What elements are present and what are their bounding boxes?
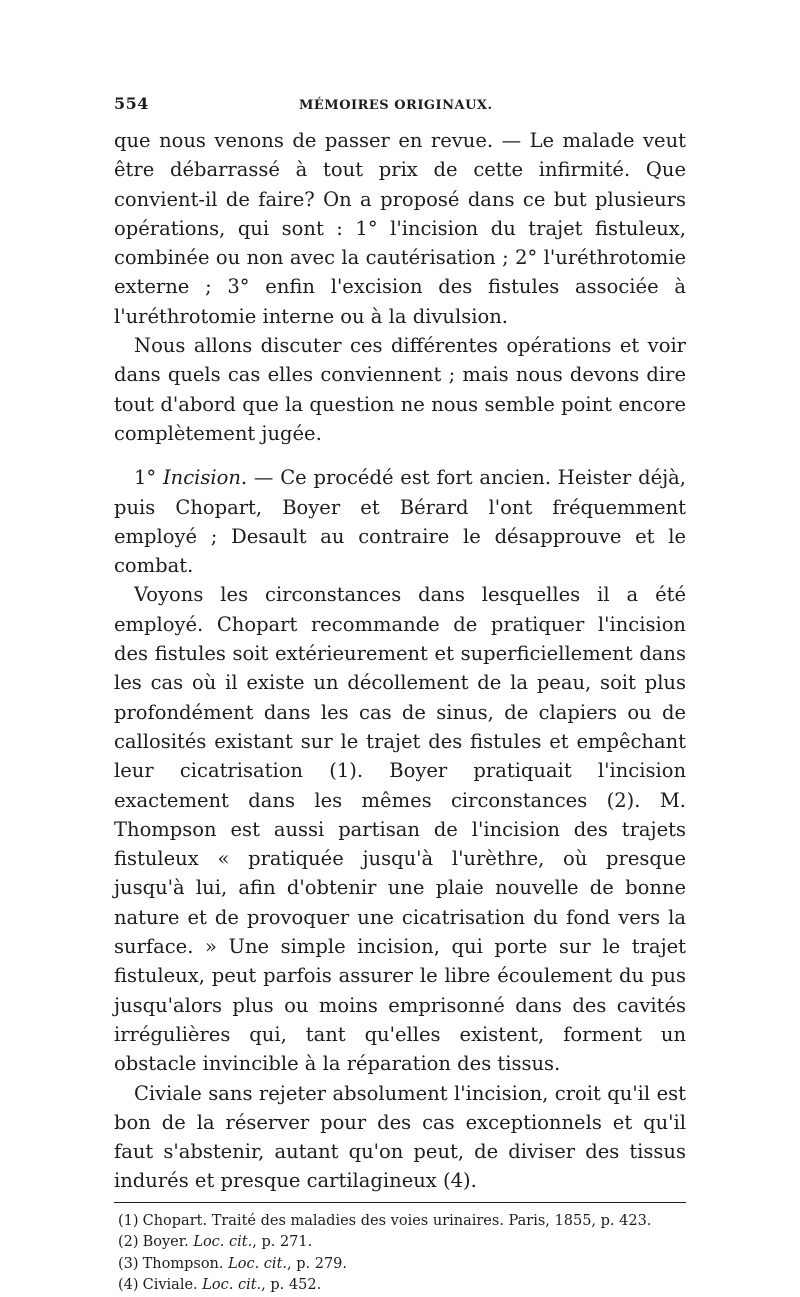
footnotes xyxy=(114,1211,686,1297)
paragraph-text: 1° xyxy=(134,466,163,490)
footnote-divider xyxy=(114,1202,686,1203)
footnote-title: Loc. cit. xyxy=(228,1255,288,1272)
footnote-ref: , p. 271. xyxy=(252,1234,313,1251)
paragraph xyxy=(114,1079,686,1196)
running-title: MÉMOIRES ORIGINAUX. xyxy=(299,98,493,113)
footnote-title: Loc. cit. xyxy=(202,1277,262,1294)
body-text xyxy=(114,126,686,1196)
footnote-number: (2) xyxy=(118,1234,139,1251)
footnote-author: Thompson. xyxy=(142,1255,224,1272)
footnote-number: (4) xyxy=(118,1277,139,1294)
footnote-ref: , p. 279. xyxy=(287,1255,348,1272)
footnote-title: Traité des maladies des voies urinaires. xyxy=(211,1212,504,1229)
paragraph xyxy=(114,580,686,1078)
page-number: 554 xyxy=(114,94,149,113)
paragraph-text: Voyons les circonstances dans lesquelles il a été employé. Chopart recommande de pratiquer l'incision des fistules soit extérieurement et superficiellement dans les cas où il existe un décollement de la peau, soit plus profondément dans les cas de sinus, de clapiers ou de callosités existant sur le trajet des fistules et empêchant leur cicatrisation (1). Boyer pratiquait l'incision exactement dans les mêmes circonstances (2). M. Thompson est aussi partisan de l'incision des trajets fistuleux « pratiquée jusqu'à l'urèthre, où presque jusqu'à lui, afin d'obtenir une plaie nouvelle de bonne nature et de provoquer une cicatrisation du fond vers la surface. » Une simple incision, qui porte sur le trajet fistuleux, peut parfois assurer le libre écoulement du pus jusqu'alors plus ou moins emprisonné dans des cavités irrégulières qui, tant qu'elles existent, forment un obstacle invincible à la réparation des tissus. xyxy=(114,583,686,1076)
footnote-author: Civiale. xyxy=(142,1277,198,1294)
page-header xyxy=(114,94,686,124)
paragraph-text: que nous venons de passer en revue. — Le malade veut être débarrassé à tout prix de cette infirmité. Que convient-il de faire? On a proposé dans ce but plusieurs opérations, qui sont : 1° l'incision du trajet fistuleux, combinée ou non avec la cautérisation ; 2° l'uréthrotomie externe ; 3° enfin l'excision des fistules associée à l'uréthrotomie interne ou à la divulsion. xyxy=(114,129,686,328)
paragraph xyxy=(114,331,686,448)
footnote-ref: Paris, 1855, p. 423. xyxy=(503,1212,652,1229)
footnote-number: (1) xyxy=(118,1212,139,1229)
footnote xyxy=(118,1254,686,1276)
paragraph xyxy=(114,463,686,580)
footnote-title: Loc. cit. xyxy=(193,1234,253,1251)
footnote xyxy=(118,1211,686,1233)
book-page xyxy=(114,94,686,1297)
footnote xyxy=(118,1232,686,1254)
footnote-author: Boyer. xyxy=(142,1234,189,1251)
italic-text: Incision. xyxy=(162,466,248,490)
footnote-ref: , p. 452. xyxy=(261,1277,322,1294)
footnote xyxy=(118,1275,686,1297)
paragraph-text: Nous allons discuter ces différentes opérations et voir dans quels cas elles conviennent ; mais nous devons dire tout d'abord que la question ne nous semble point encore complètement jugée. xyxy=(114,334,686,445)
paragraph xyxy=(114,126,686,331)
paragraph-text: Civiale sans rejeter absolument l'incision, croit qu'il est bon de la réserver pour des cas exceptionnels et qu'il faut s'abstenir, autant qu'on peut, de diviser des tissus indurés et presque cartilagineux (4). xyxy=(114,1081,686,1193)
footnote-author: Chopart. xyxy=(142,1212,208,1229)
paragraph-text: — Ce procédé est fort ancien. Heister déjà, puis Chopart, Boyer et Bérard l'ont fréquemment employé ; Desault au contraire le désapprouve et le combat. xyxy=(114,466,686,578)
footnote-number: (3) xyxy=(118,1255,139,1272)
